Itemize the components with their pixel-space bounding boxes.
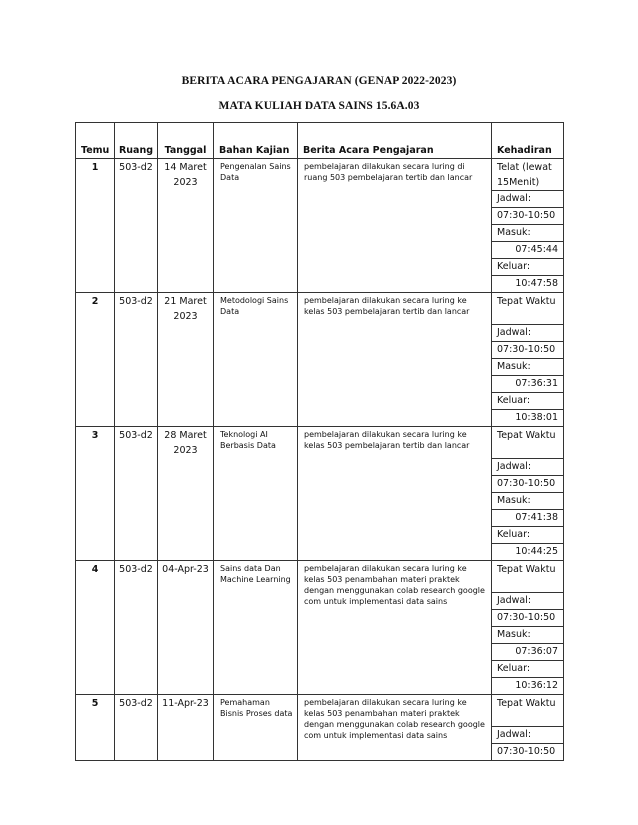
attendance-status: Telat (lewat 15Menit) [492,159,563,191]
keluar-value: 10:36:12 [515,680,558,691]
keluar-value: 10:38:01 [515,412,558,423]
jadwal-label: Jadwal: [492,191,563,208]
cell-ruang: 503-d2 [115,159,158,293]
attendance-status: Tepat Waktu [492,427,563,459]
cell-temu: 1 [76,159,115,293]
cell-tanggal: 11-Apr-23 [158,695,214,761]
masuk-label: Masuk: [492,627,563,644]
document-title: BERITA ACARA PENGAJARAN (GENAP 2022-2023) [181,75,457,87]
cell-berita-acara: pembelajaran dilakukan secara luring di ruang 503 pembelajaran tertib dan lancar [298,159,492,293]
masuk-value: 07:36:31 [492,376,563,393]
table-row [76,427,564,561]
cell-ruang: 503-d2 [115,427,158,561]
table-header-row [76,123,564,159]
header-temu: Temu [76,123,115,159]
cell-bahan-kajian: Pemahaman Bisnis Proses data [214,695,298,761]
keluar-label: Keluar: [492,527,563,544]
jadwal-value: 07:30-10:50 [492,476,563,493]
cell-kehadiran [492,427,564,561]
header-bahan-kajian: Bahan Kajian [214,123,298,159]
cell-berita-acara: pembelajaran dilakukan secara luring ke kelas 503 pembelajaran tertib dan lancar [298,293,492,427]
course-title: MATA KULIAH DATA SAINS 15.6A.03 [218,100,420,112]
attendance-status: Tepat Waktu [492,293,563,325]
attendance-status: Tepat Waktu [492,561,563,593]
cell-ruang: 503-d2 [115,695,158,761]
jadwal-label: Jadwal: [492,727,563,744]
header-ruang: Ruang [115,123,158,159]
keluar-value: 10:44:25 [515,546,558,557]
jadwal-value: 07:30-10:50 [492,342,563,359]
cell-berita-acara: pembelajaran dilakukan secara luring ke kelas 503 penambahan materi praktek dengan menggunakan colab research google com untuk implementasi data sains [298,561,492,695]
cell-bahan-kajian: Metodologi Sains Data [214,293,298,427]
cell-tanggal: 04-Apr-23 [158,561,214,695]
keluar-label: Keluar: [492,259,563,276]
masuk-value: 07:45:44 [492,242,563,259]
cell-berita-acara: pembelajaran dilakukan secara luring ke kelas 503 pembelajaran tertib dan lancar [298,427,492,561]
masuk-label: Masuk: [492,359,563,376]
header-kehadiran: Kehadiran [492,123,564,159]
masuk-value: 07:41:38 [492,510,563,527]
cell-temu: 3 [76,427,115,561]
cell-bahan-kajian: Teknologi AI Berbasis Data [214,427,298,561]
cell-temu: 4 [76,561,115,695]
attendance-status: Tepat Waktu [492,695,563,727]
cell-tanggal: 21 Maret 2023 [158,293,214,427]
masuk-label: Masuk: [492,493,563,510]
jadwal-value: 07:30-10:50 [497,746,556,757]
keluar-value: 10:47:58 [515,278,558,289]
cell-temu: 5 [76,695,115,761]
table-row [76,695,564,761]
jadwal-label: Jadwal: [492,325,563,342]
keluar-label: Keluar: [492,661,563,678]
jadwal-label: Jadwal: [492,593,563,610]
header-tanggal: Tanggal [158,123,214,159]
cell-kehadiran [492,695,564,761]
attendance-table [75,122,564,761]
cell-tanggal: 28 Maret 2023 [158,427,214,561]
cell-kehadiran [492,293,564,427]
cell-kehadiran [492,561,564,695]
cell-bahan-kajian: Pengenalan Sains Data [214,159,298,293]
cell-bahan-kajian: Sains data Dan Machine Learning [214,561,298,695]
cell-ruang: 503-d2 [115,561,158,695]
table-row [76,561,564,695]
cell-ruang: 503-d2 [115,293,158,427]
header-berita-acara: Berita Acara Pengajaran [298,123,492,159]
cell-tanggal: 14 Maret 2023 [158,159,214,293]
jadwal-value: 07:30-10:50 [492,208,563,225]
masuk-value: 07:36:07 [492,644,563,661]
cell-berita-acara: pembelajaran dilakukan secara luring ke kelas 503 penambahan materi praktek dengan menggunakan colab research google com untuk implementasi data sains [298,695,492,761]
table-row [76,293,564,427]
jadwal-label: Jadwal: [492,459,563,476]
keluar-label: Keluar: [492,393,563,410]
masuk-label: Masuk: [492,225,563,242]
cell-kehadiran [492,159,564,293]
cell-temu: 2 [76,293,115,427]
table-row [76,159,564,293]
jadwal-value: 07:30-10:50 [492,610,563,627]
